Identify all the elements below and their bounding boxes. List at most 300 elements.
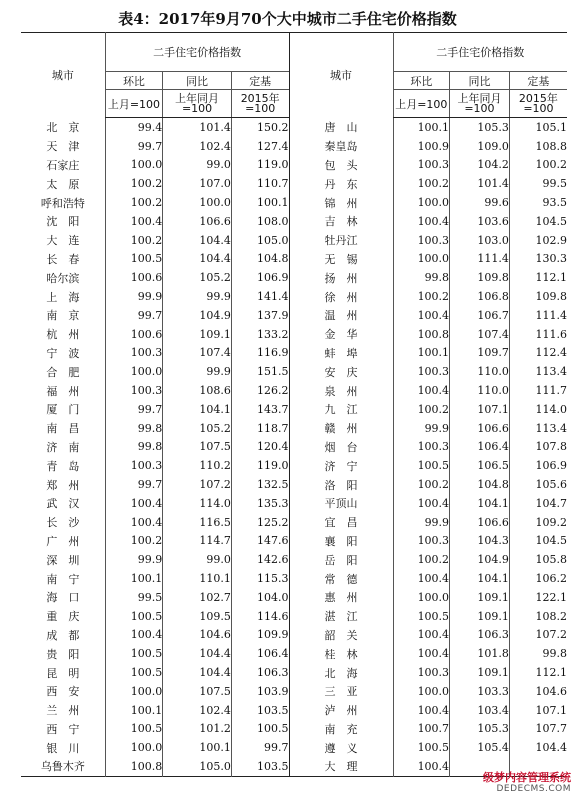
city-left: 贵 阳	[46, 647, 80, 661]
table-row	[21, 400, 567, 419]
yoy-right: 110.0	[450, 362, 510, 381]
table-row	[21, 626, 567, 645]
fixed-left: 119.0	[231, 156, 289, 175]
table-row	[21, 419, 567, 438]
yoy-left: 104.6	[163, 626, 232, 645]
city-left: 重 庆	[46, 610, 80, 624]
city-left: 西 安	[46, 685, 80, 699]
city-right: 温 州	[289, 306, 393, 325]
fixed-left: 104.8	[231, 250, 289, 269]
mom-right: 100.0	[393, 682, 449, 701]
table-row	[21, 550, 567, 569]
fixed-right: 111.6	[509, 325, 567, 344]
city-right: 大 理	[289, 757, 393, 776]
fixed-right: 109.2	[509, 513, 567, 532]
mom-left: 100.3	[105, 456, 163, 475]
base-yoy-left: 上年同月=100	[163, 90, 232, 118]
yoy-left: 104.4	[163, 231, 232, 250]
fixed-left: 108.0	[231, 212, 289, 231]
col-fixed-right: 定基	[509, 72, 567, 90]
mom-left: 100.5	[105, 720, 163, 739]
mom-right: 100.2	[393, 287, 449, 306]
city-right: 徐 州	[289, 287, 393, 306]
city-right: 韶 关	[289, 626, 393, 645]
mom-right: 100.2	[393, 475, 449, 494]
city-left: 沈 阳	[46, 215, 80, 229]
fixed-right: 111.7	[509, 381, 567, 400]
table-row	[21, 381, 567, 400]
mom-left: 100.0	[105, 738, 163, 757]
yoy-right: 107.1	[450, 400, 510, 419]
yoy-right: 105.3	[450, 720, 510, 739]
fixed-left: 106.4	[231, 644, 289, 663]
yoy-left: 105.2	[163, 419, 232, 438]
mom-left: 99.8	[105, 419, 163, 438]
yoy-right: 106.8	[450, 287, 510, 306]
mom-right: 100.4	[393, 569, 449, 588]
city-left: 哈尔滨	[46, 271, 80, 285]
table-row	[21, 287, 567, 306]
table-row	[21, 193, 567, 212]
table-row	[21, 137, 567, 156]
table-row	[21, 682, 567, 701]
mom-right: 99.9	[393, 419, 449, 438]
group-header-left: 二手住宅价格指数	[105, 33, 289, 72]
yoy-left: 107.0	[163, 174, 232, 193]
table-row	[21, 701, 567, 720]
yoy-right: 106.7	[450, 306, 510, 325]
fixed-right: 104.5	[509, 532, 567, 551]
table-row	[21, 475, 567, 494]
city-right: 金 华	[289, 325, 393, 344]
mom-left: 100.2	[105, 193, 163, 212]
fixed-left: 126.2	[231, 381, 289, 400]
city-right: 蚌 埠	[289, 344, 393, 363]
mom-left: 100.5	[105, 607, 163, 626]
watermark-url: DEDECMS.COM	[496, 784, 571, 794]
mom-right: 100.4	[393, 381, 449, 400]
city-left: 上 海	[46, 290, 80, 304]
table-row	[21, 306, 567, 325]
fixed-right: 113.4	[509, 419, 567, 438]
yoy-right: 99.6	[450, 193, 510, 212]
fixed-left: 106.3	[231, 663, 289, 682]
yoy-left: 104.1	[163, 400, 232, 419]
city-right: 赣 州	[289, 419, 393, 438]
fixed-right: 112.1	[509, 663, 567, 682]
city-right: 丹 东	[289, 174, 393, 193]
table-row	[21, 588, 567, 607]
fixed-left: 142.6	[231, 550, 289, 569]
yoy-right: 109.7	[450, 344, 510, 363]
table-title: 表4：2017年9月70个大中城市二手住宅价格指数	[118, 10, 457, 28]
yoy-left: 110.2	[163, 456, 232, 475]
city-left: 郑 州	[46, 478, 80, 492]
fixed-right: 104.5	[509, 212, 567, 231]
fixed-right: 111.4	[509, 306, 567, 325]
mom-right: 100.4	[393, 494, 449, 513]
fixed-left: 137.9	[231, 306, 289, 325]
city-right: 无 锡	[289, 250, 393, 269]
mom-left: 100.4	[105, 494, 163, 513]
mom-left: 100.4	[105, 513, 163, 532]
fixed-right: 99.5	[509, 174, 567, 193]
yoy-right: 106.4	[450, 438, 510, 457]
yoy-left: 105.0	[163, 757, 232, 776]
fixed-right: 130.3	[509, 250, 567, 269]
city-left: 武 汉	[46, 497, 80, 511]
city-right: 锦 州	[289, 193, 393, 212]
mom-right: 100.3	[393, 156, 449, 175]
mom-left: 100.5	[105, 644, 163, 663]
yoy-left: 107.4	[163, 344, 232, 363]
yoy-right: 101.8	[450, 644, 510, 663]
table-row	[21, 212, 567, 231]
mom-left: 100.3	[105, 381, 163, 400]
fixed-left: 127.4	[231, 137, 289, 156]
city-right: 平顶山	[289, 494, 393, 513]
table-row	[21, 231, 567, 250]
yoy-right: 104.8	[450, 475, 510, 494]
base-mom-right: 上月=100	[393, 90, 449, 118]
yoy-right: 106.6	[450, 513, 510, 532]
fixed-right: 105.8	[509, 550, 567, 569]
fixed-left: 141.4	[231, 287, 289, 306]
yoy-left: 104.4	[163, 644, 232, 663]
yoy-right: 104.1	[450, 494, 510, 513]
fixed-right: 104.4	[509, 738, 567, 757]
city-right: 洛 阳	[289, 475, 393, 494]
city-left: 成 都	[46, 628, 80, 642]
table-row	[21, 456, 567, 475]
fixed-left: 103.9	[231, 682, 289, 701]
yoy-left: 106.6	[163, 212, 232, 231]
city-left: 杭 州	[46, 328, 80, 342]
mom-right: 100.5	[393, 738, 449, 757]
yoy-right: 107.4	[450, 325, 510, 344]
mom-right: 100.8	[393, 325, 449, 344]
city-left: 兰 州	[46, 704, 80, 718]
city-left: 厦 门	[46, 403, 80, 417]
fixed-left: 143.7	[231, 400, 289, 419]
yoy-right: 109.0	[450, 137, 510, 156]
city-right: 秦皇岛	[289, 137, 393, 156]
fixed-left: 132.5	[231, 475, 289, 494]
yoy-right: 104.1	[450, 569, 510, 588]
mom-right: 100.2	[393, 550, 449, 569]
fixed-left: 133.2	[231, 325, 289, 344]
city-left: 石家庄	[46, 158, 80, 172]
fixed-right: 107.8	[509, 438, 567, 457]
fixed-right: 106.9	[509, 456, 567, 475]
fixed-right: 107.1	[509, 701, 567, 720]
table-row	[21, 663, 567, 682]
yoy-left: 116.5	[163, 513, 232, 532]
yoy-left: 114.0	[163, 494, 232, 513]
mom-right: 100.1	[393, 344, 449, 363]
city-right: 唐 山	[289, 118, 393, 137]
col-fixed-left: 定基	[231, 72, 289, 90]
city-right: 九 江	[289, 400, 393, 419]
watermark-logo-text: 级梦内容管理系统	[483, 771, 571, 784]
fixed-right: 100.2	[509, 156, 567, 175]
mom-left: 99.5	[105, 588, 163, 607]
yoy-left: 107.5	[163, 682, 232, 701]
yoy-left: 102.7	[163, 588, 232, 607]
yoy-left: 102.4	[163, 137, 232, 156]
yoy-right: 103.3	[450, 682, 510, 701]
mom-left: 99.7	[105, 475, 163, 494]
city-left: 呼和浩特	[40, 196, 85, 210]
city-right: 常 德	[289, 569, 393, 588]
mom-left: 99.9	[105, 287, 163, 306]
yoy-right: 104.3	[450, 532, 510, 551]
fixed-left: 100.1	[231, 193, 289, 212]
city-right: 遵 义	[289, 738, 393, 757]
fixed-right: 99.8	[509, 644, 567, 663]
col-yoy-right: 同比	[450, 72, 510, 90]
city-left: 昆 明	[46, 666, 80, 680]
fixed-right: 109.8	[509, 287, 567, 306]
group-header-right: 二手住宅价格指数	[393, 33, 567, 72]
yoy-right: 106.6	[450, 419, 510, 438]
mom-right: 100.4	[393, 701, 449, 720]
yoy-right: 109.1	[450, 588, 510, 607]
mom-right: 100.3	[393, 362, 449, 381]
yoy-left: 110.1	[163, 569, 232, 588]
fixed-right: 105.1	[509, 118, 567, 137]
fixed-left: 115.3	[231, 569, 289, 588]
mom-left: 100.3	[105, 344, 163, 363]
city-right: 泉 州	[289, 381, 393, 400]
city-right: 襄 阳	[289, 532, 393, 551]
fixed-left: 114.6	[231, 607, 289, 626]
yoy-right: 103.4	[450, 701, 510, 720]
mom-right: 100.0	[393, 588, 449, 607]
yoy-left: 102.4	[163, 701, 232, 720]
col-mom-left: 环比	[105, 72, 163, 90]
mom-left: 100.6	[105, 268, 163, 287]
table-row	[21, 174, 567, 193]
price-index-table	[21, 32, 567, 777]
city-header-left: 城市	[51, 69, 74, 83]
mom-right: 100.4	[393, 757, 449, 776]
table-row	[21, 738, 567, 757]
city-right: 宜 昌	[289, 513, 393, 532]
mom-right: 100.5	[393, 607, 449, 626]
table-row	[21, 344, 567, 363]
city-left: 宁 波	[46, 346, 80, 360]
table-row	[21, 156, 567, 175]
yoy-left: 105.2	[163, 268, 232, 287]
fixed-right: 108.8	[509, 137, 567, 156]
table-row	[21, 513, 567, 532]
city-right: 惠 州	[289, 588, 393, 607]
fixed-right: 122.1	[509, 588, 567, 607]
yoy-left: 100.1	[163, 738, 232, 757]
fixed-left: 150.2	[231, 118, 289, 137]
table-row	[21, 118, 567, 137]
mom-right: 100.2	[393, 174, 449, 193]
mom-right: 100.0	[393, 193, 449, 212]
mom-left: 100.2	[105, 532, 163, 551]
fixed-right: 102.9	[509, 231, 567, 250]
mom-left: 99.7	[105, 137, 163, 156]
mom-left: 100.8	[105, 757, 163, 776]
city-left: 深 圳	[46, 553, 80, 567]
yoy-left: 104.4	[163, 250, 232, 269]
mom-right: 100.9	[393, 137, 449, 156]
city-right: 桂 林	[289, 644, 393, 663]
mom-left: 100.0	[105, 362, 163, 381]
yoy-right: 109.1	[450, 663, 510, 682]
mom-left: 100.0	[105, 682, 163, 701]
fixed-right: 106.2	[509, 569, 567, 588]
table-row	[21, 268, 567, 287]
fixed-right: 93.5	[509, 193, 567, 212]
base-yoy-right: 上年同月=100	[450, 90, 510, 118]
fixed-right: 107.2	[509, 626, 567, 645]
yoy-right: 106.5	[450, 456, 510, 475]
mom-left: 100.5	[105, 663, 163, 682]
fixed-right: 108.2	[509, 607, 567, 626]
city-right: 包 头	[289, 156, 393, 175]
city-left: 南 京	[46, 309, 80, 323]
fixed-right: 112.1	[509, 268, 567, 287]
city-right: 泸 州	[289, 701, 393, 720]
mom-left: 99.4	[105, 118, 163, 137]
city-right: 吉 林	[289, 212, 393, 231]
yoy-left: 99.9	[163, 287, 232, 306]
mom-right: 100.7	[393, 720, 449, 739]
city-left: 海 口	[46, 591, 80, 605]
mom-left: 100.0	[105, 156, 163, 175]
mom-right: 100.4	[393, 212, 449, 231]
yoy-left: 104.4	[163, 663, 232, 682]
city-left: 天 津	[46, 140, 80, 154]
mom-left: 100.4	[105, 212, 163, 231]
mom-right: 100.3	[393, 532, 449, 551]
fixed-left: 125.2	[231, 513, 289, 532]
city-left: 长 沙	[46, 516, 80, 530]
yoy-right: 109.8	[450, 268, 510, 287]
yoy-right: 101.4	[450, 174, 510, 193]
yoy-right: 104.2	[450, 156, 510, 175]
table-row	[21, 607, 567, 626]
mom-left: 100.2	[105, 174, 163, 193]
yoy-right: 110.0	[450, 381, 510, 400]
fixed-right: 107.7	[509, 720, 567, 739]
city-right: 北 海	[289, 663, 393, 682]
mom-right: 100.1	[393, 118, 449, 137]
city-right: 扬 州	[289, 268, 393, 287]
yoy-right: 111.4	[450, 250, 510, 269]
city-left: 北 京	[46, 121, 80, 135]
yoy-right: 104.9	[450, 550, 510, 569]
fixed-left: 119.0	[231, 456, 289, 475]
city-right: 南 充	[289, 720, 393, 739]
city-left: 乌鲁木齐	[40, 760, 85, 774]
city-right: 湛 江	[289, 607, 393, 626]
mom-left: 100.1	[105, 701, 163, 720]
city-left: 合 肥	[46, 365, 80, 379]
base-fixed-left: 2015年=100	[231, 90, 289, 118]
mom-left: 100.6	[105, 325, 163, 344]
mom-right: 100.5	[393, 456, 449, 475]
fixed-left: 116.9	[231, 344, 289, 363]
yoy-left: 99.0	[163, 550, 232, 569]
city-left: 青 岛	[46, 459, 80, 473]
fixed-right: 114.0	[509, 400, 567, 419]
city-left: 济 南	[46, 440, 80, 454]
table-row	[21, 644, 567, 663]
table-row	[21, 325, 567, 344]
table-row	[21, 569, 567, 588]
mom-left: 100.2	[105, 231, 163, 250]
fixed-left: 104.0	[231, 588, 289, 607]
mom-right: 100.0	[393, 250, 449, 269]
city-left: 太 原	[46, 177, 80, 191]
yoy-left: 109.5	[163, 607, 232, 626]
fixed-left: 100.5	[231, 720, 289, 739]
fixed-left: 147.6	[231, 532, 289, 551]
yoy-left: 101.4	[163, 118, 232, 137]
yoy-left: 114.7	[163, 532, 232, 551]
fixed-right: 112.4	[509, 344, 567, 363]
city-left: 长 春	[46, 252, 80, 266]
city-left: 福 州	[46, 384, 80, 398]
mom-left: 100.5	[105, 250, 163, 269]
yoy-right: 103.6	[450, 212, 510, 231]
yoy-left: 107.5	[163, 438, 232, 457]
fixed-right: 113.4	[509, 362, 567, 381]
city-right: 岳 阳	[289, 550, 393, 569]
table-row	[21, 532, 567, 551]
fixed-left: 151.5	[231, 362, 289, 381]
city-left: 南 宁	[46, 572, 80, 586]
yoy-right: 109.1	[450, 607, 510, 626]
fixed-left: 103.5	[231, 757, 289, 776]
fixed-left: 105.0	[231, 231, 289, 250]
yoy-right: 105.3	[450, 118, 510, 137]
mom-left: 99.7	[105, 400, 163, 419]
col-yoy-left: 同比	[163, 72, 232, 90]
table-row	[21, 250, 567, 269]
yoy-left: 99.9	[163, 362, 232, 381]
mom-right: 99.9	[393, 513, 449, 532]
yoy-right: 106.3	[450, 626, 510, 645]
table-row	[21, 362, 567, 381]
col-mom-right: 环比	[393, 72, 449, 90]
table-row	[21, 438, 567, 457]
yoy-left: 104.9	[163, 306, 232, 325]
city-left: 银 川	[46, 741, 80, 755]
city-left: 大 连	[46, 234, 80, 248]
yoy-right: 103.0	[450, 231, 510, 250]
watermark	[451, 771, 571, 795]
yoy-left: 109.1	[163, 325, 232, 344]
fixed-left: 103.5	[231, 701, 289, 720]
city-header-right: 城市	[289, 33, 393, 118]
mom-right: 100.2	[393, 400, 449, 419]
fixed-left: 120.4	[231, 438, 289, 457]
fixed-right: 105.6	[509, 475, 567, 494]
mom-left: 100.4	[105, 626, 163, 645]
fixed-left: 99.7	[231, 738, 289, 757]
city-left: 南 昌	[46, 422, 80, 436]
mom-right: 100.4	[393, 626, 449, 645]
yoy-left: 99.0	[163, 156, 232, 175]
